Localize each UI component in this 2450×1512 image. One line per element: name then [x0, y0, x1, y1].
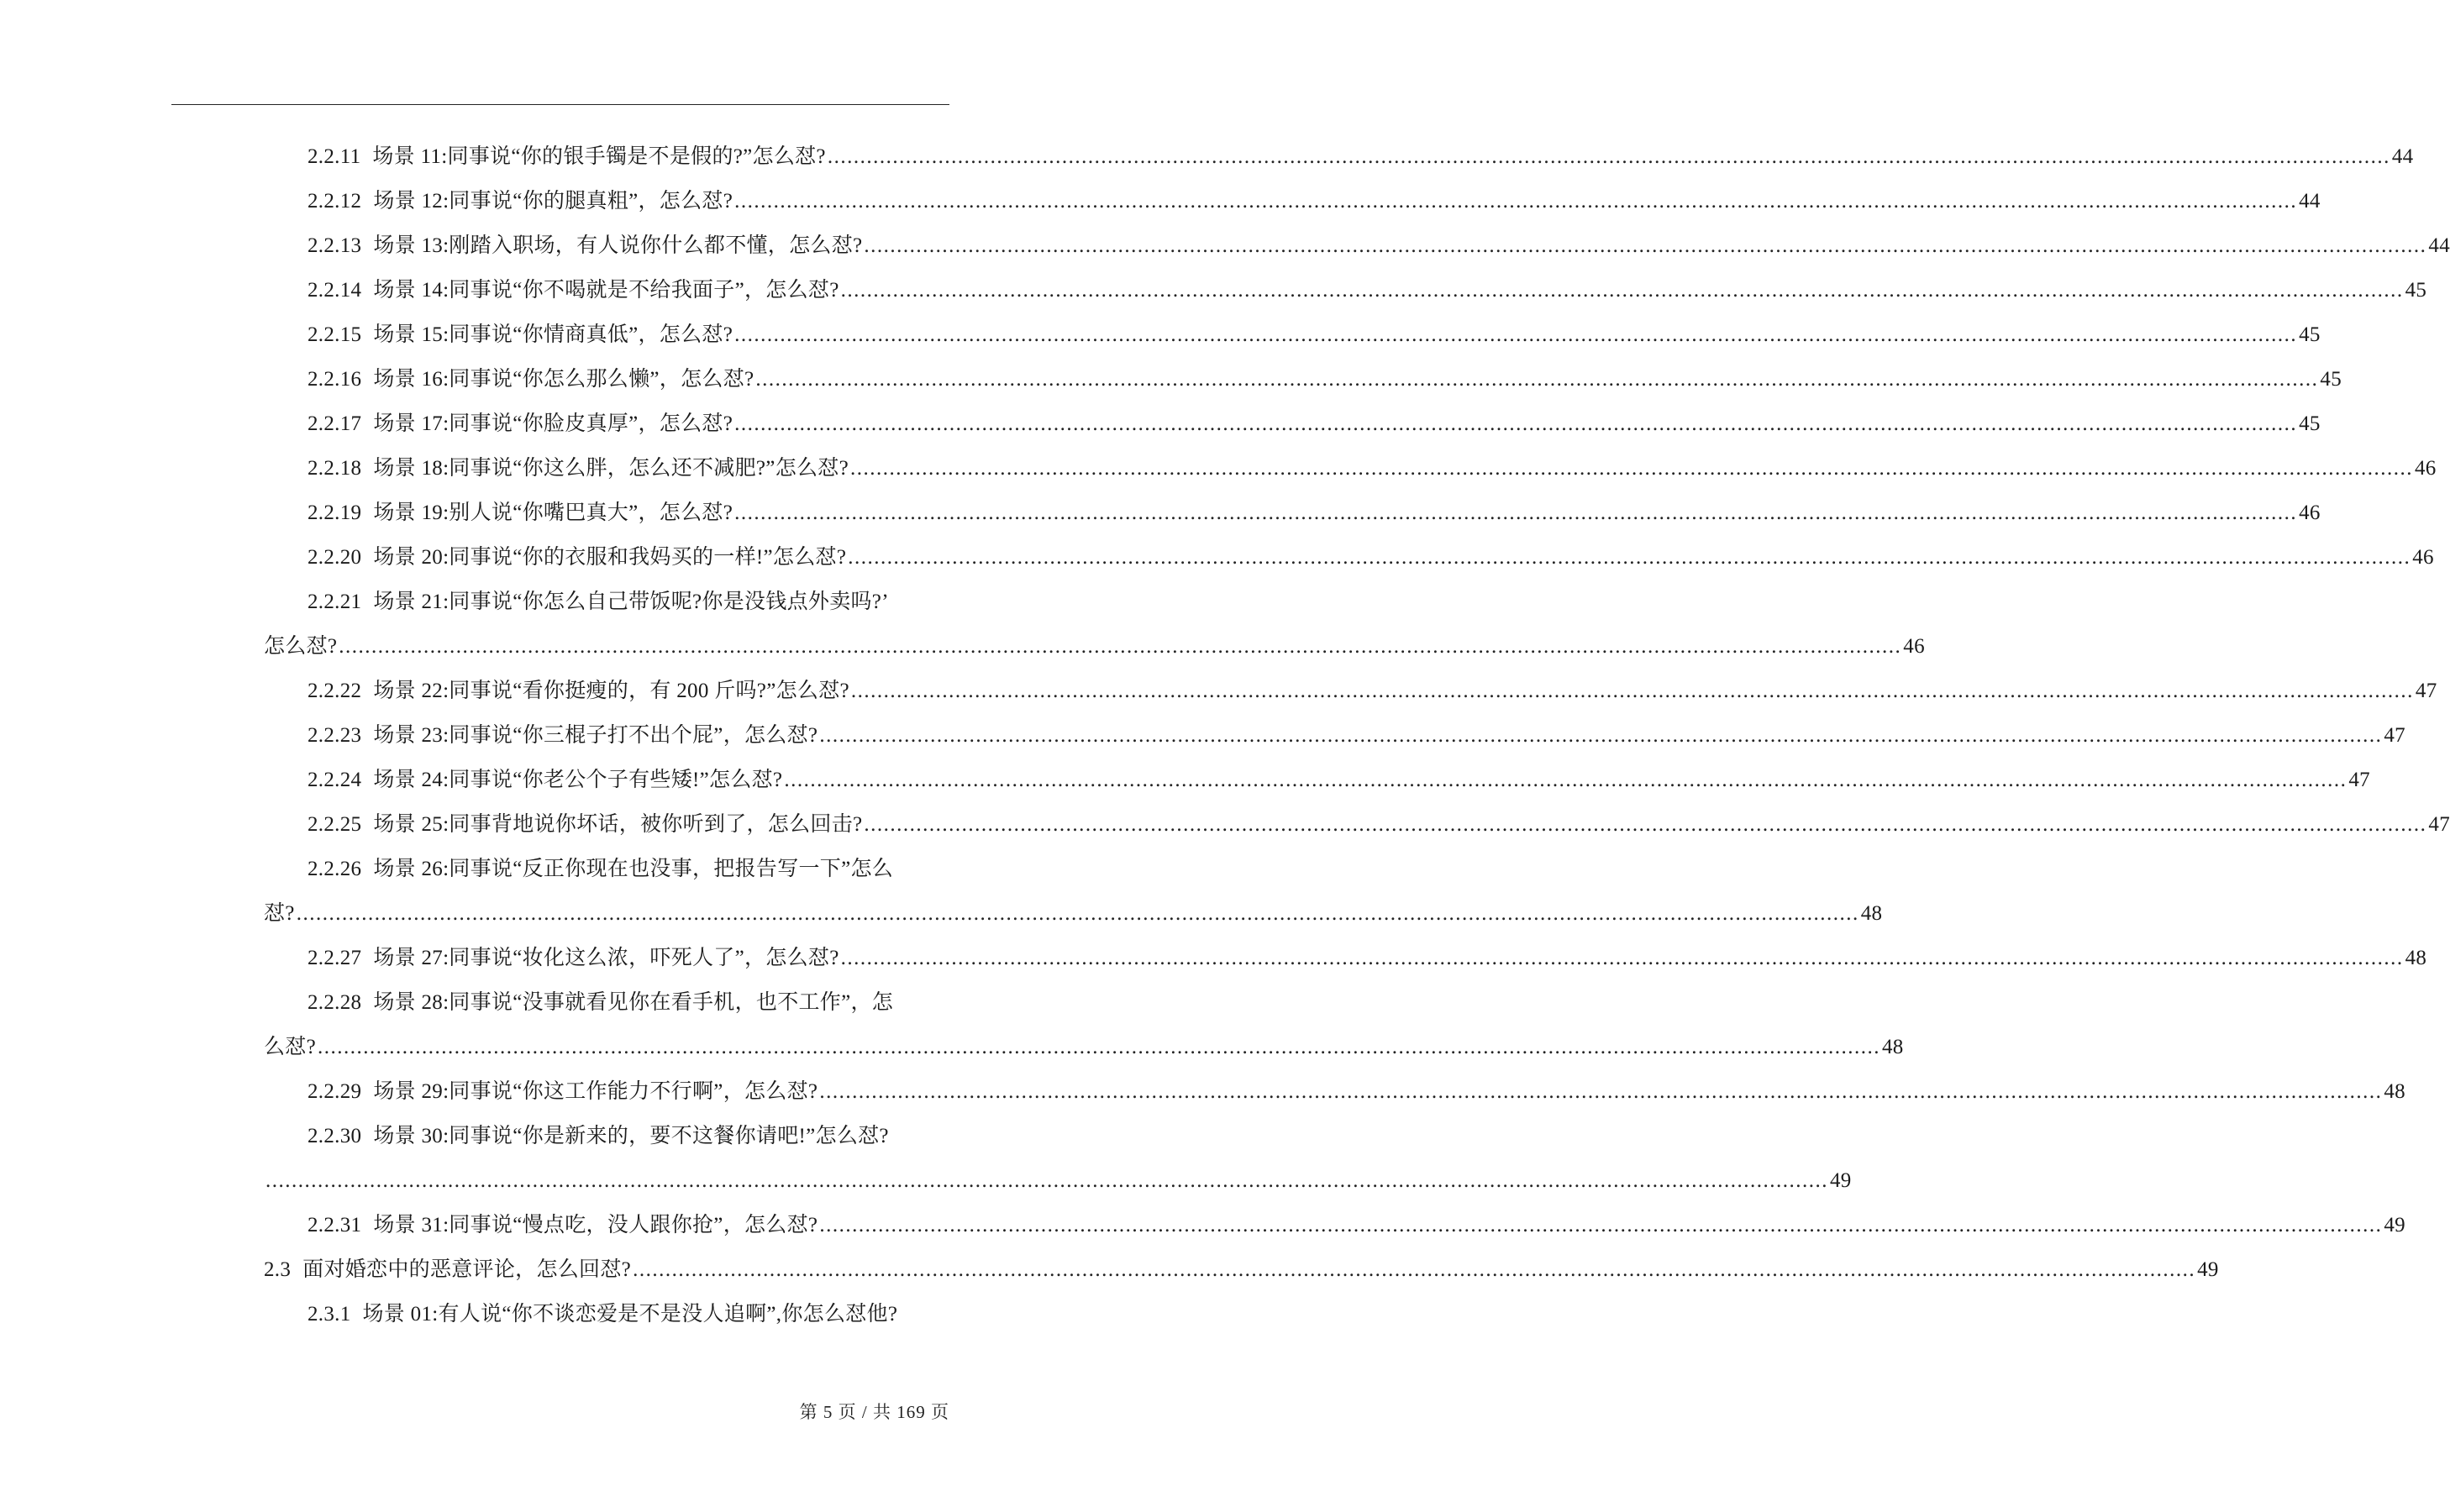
toc-entry-number: 2.2.21 [308, 591, 362, 613]
toc-page-number: 45 [2299, 412, 2321, 435]
toc-dot-leader [819, 713, 2382, 758]
toc-entry-number: 2.2.17 [308, 412, 362, 435]
toc-page-number: 47 [2428, 813, 2450, 836]
toc-entry[interactable] [264, 847, 949, 891]
toc-entry-continuation[interactable] [264, 624, 1925, 669]
toc-page-number: 45 [2405, 279, 2427, 302]
toc-dot-leader [633, 1247, 2195, 1292]
toc-entry-title: 场景 28:同事说“没事就看见你在看手机，也不工作”，怎 [373, 991, 894, 1014]
toc-dot-leader [850, 446, 2413, 491]
toc-entry-title: 场景 29:同事说“你这工作能力不行啊”，怎么怼? [373, 1080, 818, 1103]
toc-entry-number: 2.2.16 [308, 368, 362, 391]
toc-dot-leader [734, 402, 2297, 446]
toc-entry[interactable] [264, 268, 2427, 312]
toc-page-number: 48 [2384, 1080, 2405, 1103]
toc-dot-leader [297, 891, 1859, 936]
toc-entry-title: 场景 17:同事说“你脸皮真厚”，怎么怼? [373, 412, 733, 435]
toc-entry-title: 场景 11:同事说“你的银手镯是不是假的?”怎么怼? [372, 145, 826, 168]
toc-dot-leader [266, 1158, 1828, 1203]
toc-entry[interactable] [264, 669, 2437, 713]
toc-entry-title: 场景 15:同事说“你情商真低”，怎么怼? [373, 323, 733, 346]
toc-dot-leader [734, 179, 2297, 223]
toc-entry-number: 2.2.26 [308, 858, 362, 880]
toc-entry-title: 场景 14:同事说“你不喝就是不给我面子”，怎么怼? [373, 279, 839, 302]
toc-entry[interactable] [264, 758, 2370, 802]
toc-entry-number: 2.3 [264, 1258, 292, 1281]
toc-entry[interactable] [264, 980, 949, 1025]
toc-dot-leader [734, 491, 2297, 535]
toc-entry-number: 2.2.28 [308, 991, 362, 1014]
toc-dot-leader [819, 1203, 2382, 1247]
toc-entry[interactable] [264, 223, 2450, 268]
toc-entry-title: 面对婚恋中的恶意评论，怎么回怼? [302, 1258, 632, 1281]
toc-dot-leader [819, 1069, 2382, 1114]
toc-page-number: 48 [1860, 902, 1883, 925]
page-footer: 第 5 页 / 共 169 页 [799, 1402, 949, 1422]
toc-page-number: 47 [2348, 769, 2370, 791]
toc-entry-number: 2.2.20 [308, 546, 362, 569]
toc-entry[interactable] [264, 357, 2342, 402]
toc-entry-title: 场景 26:同事说“反正你现在也没事，把报告写一下”怎么 [373, 858, 894, 880]
toc-entry-number: 2.2.24 [308, 769, 362, 791]
toc-page-number: 46 [2412, 546, 2434, 569]
toc-entry-title: 场景 23:同事说“你三棍子打不出个屁”，怎么怼? [373, 724, 818, 747]
toc-entry-number: 2.2.31 [308, 1214, 362, 1236]
toc-entry-title: 场景 30:同事说“你是新来的，要不这餐你请吧!”怎么怼? [373, 1125, 889, 1147]
toc-entry-number: 2.2.30 [308, 1125, 362, 1147]
toc-entry[interactable] [264, 1292, 949, 1336]
toc-entry[interactable] [264, 179, 2321, 223]
toc-entry[interactable] [264, 713, 2405, 758]
toc-page-number: 44 [2428, 234, 2450, 257]
toc-entry-title: 场景 18:同事说“你这么胖，怎么还不减肥?”怎么怼? [373, 457, 849, 480]
toc-entry[interactable] [264, 402, 2321, 446]
toc-entry-title: 场景 27:同事说“妆化这么浓，吓死人了”，怎么怼? [373, 947, 839, 969]
toc-entry[interactable] [264, 1203, 2405, 1247]
toc-page-number: 49 [2197, 1258, 2219, 1281]
toc-dot-leader [851, 669, 2414, 713]
toc-entry-number: 2.2.15 [308, 323, 362, 346]
toc-entry[interactable] [264, 1114, 949, 1158]
toc-entry-number: 2.2.18 [308, 457, 362, 480]
toc-page-number: 48 [1882, 1036, 1904, 1058]
toc-entry-number: 2.2.25 [308, 813, 362, 836]
toc-entry-number: 2.2.13 [308, 234, 362, 257]
toc-entry-title: 场景 24:同事说“你老公个子有些矮!”怎么怼? [373, 769, 783, 791]
toc-entry-title: 场景 13:刚踏入职场，有人说你什么都不懂，怎么怼? [373, 234, 863, 257]
toc-entry-title: 场景 16:同事说“你怎么那么懒”，怎么怼? [373, 368, 754, 391]
toc-dot-leader [318, 1025, 1880, 1069]
toc-entry-continuation[interactable] [264, 891, 1883, 936]
toc-entry-continuation[interactable] [264, 1025, 1904, 1069]
toc-entry-title: 么怼? [264, 1036, 316, 1058]
toc-dot-leader [828, 134, 2390, 179]
toc-page-number: 46 [2415, 457, 2437, 480]
toc-entry-number: 2.2.27 [308, 947, 362, 969]
toc-entry[interactable] [264, 1069, 2405, 1114]
toc-dot-leader [864, 802, 2426, 847]
toc-entry-title: 场景 19:别人说“你嘴巴真大”，怎么怼? [373, 501, 733, 524]
toc-entry-number: 2.2.19 [308, 501, 362, 524]
table-of-contents [264, 134, 2450, 1336]
toc-entry-title: 场景 21:同事说“你怎么自己带饭呢?你是没钱点外卖吗?’ [373, 591, 889, 613]
toc-entry-continuation[interactable] [264, 1158, 1852, 1203]
toc-page-number: 47 [2384, 724, 2405, 747]
toc-entry-title: 场景 31:同事说“慢点吃，没人跟你抢”，怎么怼? [373, 1214, 818, 1236]
toc-page-number: 46 [2299, 501, 2321, 524]
toc-entry[interactable] [264, 312, 2321, 357]
toc-entry-title: 怼? [264, 902, 295, 925]
toc-entry-number: 2.2.14 [308, 279, 362, 302]
toc-entry[interactable] [264, 446, 2437, 491]
toc-page-number: 49 [2384, 1214, 2405, 1236]
toc-entry[interactable] [264, 491, 2321, 535]
toc-entry-number: 2.2.22 [308, 680, 362, 702]
toc-page-number: 47 [2415, 680, 2437, 702]
toc-entry-title: 场景 12:同事说“你的腿真粗”，怎么怼? [373, 190, 733, 213]
toc-entry[interactable] [264, 134, 2414, 179]
toc-dot-leader [864, 223, 2426, 268]
toc-dot-leader [734, 312, 2297, 357]
toc-dot-leader [848, 535, 2411, 580]
toc-entry[interactable] [264, 580, 949, 624]
toc-entry[interactable] [264, 936, 2427, 980]
toc-dot-leader [841, 936, 2404, 980]
toc-page-number: 45 [2299, 323, 2321, 346]
toc-entry-title: 场景 25:同事背地说你坏话，被你听到了，怎么回击? [373, 813, 863, 836]
toc-page-number: 45 [2320, 368, 2342, 391]
toc-entry-title: 场景 22:同事说“看你挺瘦的，有 200 斤吗?”怎么怼? [373, 680, 849, 702]
toc-entry-number: 2.2.23 [308, 724, 362, 747]
toc-page-number: 44 [2391, 145, 2414, 168]
toc-page-number: 44 [2299, 190, 2321, 213]
toc-page-number: 49 [1830, 1169, 1852, 1192]
toc-entry-number: 2.2.11 [308, 145, 361, 168]
header-rule [171, 104, 949, 105]
toc-dot-leader [784, 758, 2347, 802]
toc-page-number: 46 [1903, 635, 1925, 658]
toc-dot-leader [841, 268, 2404, 312]
toc-entry-number: 2.3.1 [308, 1303, 351, 1326]
toc-entry-title: 场景 01:有人说“你不谈恋爱是不是没人追啊”,你怎么怼他? [362, 1303, 898, 1326]
toc-entry-number: 2.2.12 [308, 190, 362, 213]
toc-page-number: 48 [2405, 947, 2427, 969]
toc-entry-title: 场景 20:同事说“你的衣服和我妈买的一样!”怎么怼? [373, 546, 847, 569]
toc-entry[interactable] [264, 802, 2450, 847]
toc-dot-leader [755, 357, 2318, 402]
toc-dot-leader [339, 624, 1901, 669]
toc-entry[interactable] [264, 1247, 2219, 1292]
toc-entry-title: 怎么怼? [264, 635, 338, 658]
toc-entry[interactable] [264, 535, 2434, 580]
toc-entry-number: 2.2.29 [308, 1080, 362, 1103]
